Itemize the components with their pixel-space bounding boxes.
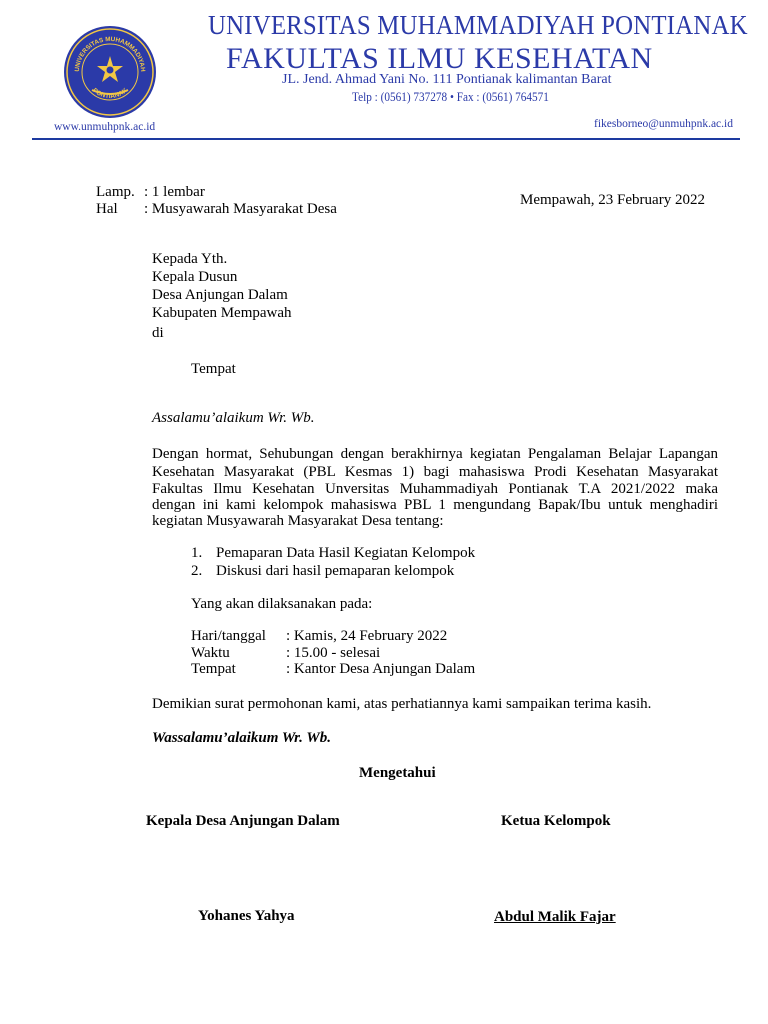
recipient-line: di <box>152 325 164 341</box>
recipient-line: Kepala Dusun <box>152 269 238 285</box>
address: JL. Jend. Ahmad Yani No. 111 Pontianak kalimantan Barat <box>282 72 612 87</box>
university-name: UNIVERSITAS MUHAMMADIYAH PONTIANAK <box>208 10 748 40</box>
mengetahui-label: Mengetahui <box>359 765 436 781</box>
farewell: Wassalamu’alaikum Wr. Wb. <box>152 730 331 746</box>
recipient-line: Desa Anjungan Dalam <box>152 287 288 303</box>
closing-sentence: Demikian surat permohonan kami, atas perhatiannya kami sampaikan terima kasih. <box>152 696 652 712</box>
agenda-number: 2. <box>191 563 203 579</box>
logo-text-bottom: PONTIANAK <box>91 87 129 101</box>
header-divider <box>32 138 740 140</box>
email-link[interactable]: fikesborneo@unmuhpnk.ac.id <box>594 118 733 130</box>
schedule-value: : 15.00 - selesai <box>286 645 381 661</box>
agenda-number: 1. <box>191 545 203 561</box>
website-link[interactable]: www.unmuhpnk.ac.id <box>54 121 156 133</box>
agenda-item: Pemaparan Data Hasil Kegiatan Kelompok <box>216 545 476 561</box>
lamp-value: : 1 lembar <box>144 184 205 200</box>
body-line: dengan ini kami kelompok mahasiswa PBL 1 mengundang Bapak/Ibu untuk menghadiri <box>152 497 718 513</box>
signature-right-title: Ketua Kelompok <box>501 813 611 829</box>
recipient-line: Kabupaten Mempawah <box>152 305 292 321</box>
lamp-label: Lamp. <box>96 184 135 200</box>
schedule-value: : Kantor Desa Anjungan Dalam <box>286 661 476 677</box>
phone-fax: Telp : (0561) 737278 • Fax : (0561) 764571 <box>352 90 549 104</box>
hal-value: : Musyawarah Masyarakat Desa <box>144 201 337 217</box>
schedule-intro: Yang akan dilaksanakan pada: <box>191 596 373 612</box>
signature-left-name: Yohanes Yahya <box>198 908 295 924</box>
body-line: Fakultas Ilmu Kesehatan Unversitas Muhammadiyah Pontianak T.A 2021/2022 maka <box>152 481 718 497</box>
signature-left-title: Kepala Desa Anjungan Dalam <box>146 813 340 829</box>
faculty-name: FAKULTAS ILMU KESEHATAN <box>226 42 653 75</box>
agenda-item: Diskusi dari hasil pemaparan kelompok <box>216 563 455 579</box>
body-line: kegiatan Musyawarah Masyarakat Desa tentang: <box>152 513 444 529</box>
schedule-value: : Kamis, 24 February 2022 <box>286 628 448 644</box>
schedule-label: Tempat <box>191 661 236 677</box>
signature-right-name: Abdul Malik Fajar <box>494 909 616 925</box>
university-logo <box>62 24 158 120</box>
greeting: Assalamu’alaikum Wr. Wb. <box>152 410 315 426</box>
recipient-line: Kepada Yth. <box>152 251 228 267</box>
schedule-label: Waktu <box>191 645 230 661</box>
recipient-place: Tempat <box>191 361 236 377</box>
schedule-label: Hari/tanggal <box>191 628 266 644</box>
body-line: Kesehatan Masyarakat (PBL Kesmas 1) bagi mahasiswa Prodi Kesehatan Masyarakat <box>152 464 718 480</box>
logo-text-top: UNIVERSITAS MUHAMMADIYAH <box>73 35 147 72</box>
hal-label: Hal <box>96 201 118 217</box>
place-date: Mempawah, 23 February 2022 <box>520 192 705 208</box>
body-line: Dengan hormat, Sehubungan dengan berakhirnya kegiatan Pengalaman Belajar Lapangan <box>152 446 718 462</box>
